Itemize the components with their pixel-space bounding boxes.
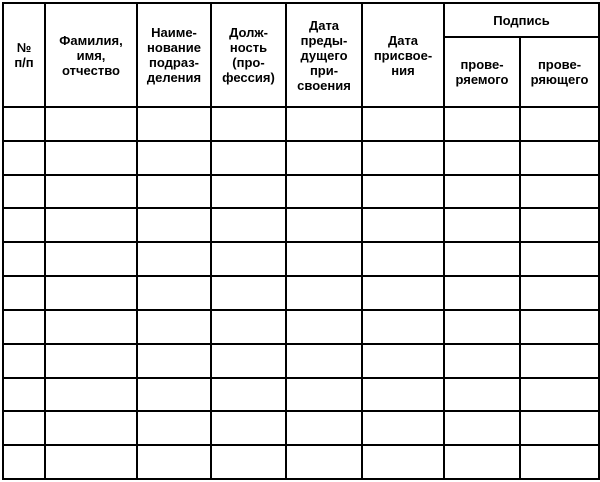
header-full-name-line: Фамилия, bbox=[59, 32, 123, 48]
header-prev-date-line: Дата bbox=[308, 17, 340, 33]
cell-prev-date[interactable] bbox=[286, 411, 362, 445]
cell-number[interactable] bbox=[3, 276, 45, 310]
header-department-line: деления bbox=[146, 70, 202, 85]
cell-sig-checked[interactable] bbox=[444, 175, 520, 209]
cell-department[interactable] bbox=[137, 107, 211, 141]
cell-prev-date[interactable] bbox=[286, 107, 362, 141]
cell-sig-checked[interactable] bbox=[444, 276, 520, 310]
cell-department[interactable] bbox=[137, 344, 211, 378]
cell-assign-date[interactable] bbox=[362, 378, 444, 412]
cell-sig-checking[interactable] bbox=[520, 141, 599, 175]
header-assign-date bbox=[362, 3, 444, 107]
cell-assign-date[interactable] bbox=[362, 208, 444, 242]
header-prev-date bbox=[286, 3, 362, 107]
cell-department[interactable] bbox=[137, 310, 211, 344]
cell-number[interactable] bbox=[3, 411, 45, 445]
cell-number[interactable] bbox=[3, 175, 45, 209]
cell-number[interactable] bbox=[3, 378, 45, 412]
cell-department[interactable] bbox=[137, 141, 211, 175]
cell-position[interactable] bbox=[211, 242, 286, 276]
header-sig-checking-line: ряющего bbox=[530, 72, 589, 87]
table-row bbox=[3, 242, 599, 276]
header-assign-date-line: Дата bbox=[387, 32, 419, 48]
header-position-line: ность bbox=[229, 40, 268, 55]
cell-position[interactable] bbox=[211, 411, 286, 445]
cell-position[interactable] bbox=[211, 141, 286, 175]
cell-position[interactable] bbox=[211, 208, 286, 242]
header-prev-date-line: дущего bbox=[300, 47, 348, 63]
cell-sig-checked[interactable] bbox=[444, 141, 520, 175]
cell-department[interactable] bbox=[137, 242, 211, 276]
cell-sig-checking[interactable] bbox=[520, 344, 599, 378]
cell-full-name[interactable] bbox=[45, 411, 137, 445]
cell-full-name[interactable] bbox=[45, 107, 137, 141]
cell-assign-date[interactable] bbox=[362, 276, 444, 310]
table-row bbox=[3, 378, 599, 412]
header-position-line: (про- bbox=[232, 55, 265, 70]
cell-full-name[interactable] bbox=[45, 445, 137, 479]
cell-prev-date[interactable] bbox=[286, 242, 362, 276]
header-position-line: Долж- bbox=[229, 25, 268, 40]
cell-full-name[interactable] bbox=[45, 310, 137, 344]
table-row bbox=[3, 445, 599, 479]
cell-sig-checked[interactable] bbox=[444, 107, 520, 141]
header-prev-date-line: преды- bbox=[300, 32, 348, 48]
cell-department[interactable] bbox=[137, 276, 211, 310]
header-assign-date-line: ния bbox=[391, 62, 415, 78]
cell-sig-checked[interactable] bbox=[444, 445, 520, 479]
cell-prev-date[interactable] bbox=[286, 175, 362, 209]
table-row bbox=[3, 175, 599, 209]
cell-full-name[interactable] bbox=[45, 378, 137, 412]
cell-sig-checked[interactable] bbox=[444, 411, 520, 445]
cell-sig-checking[interactable] bbox=[520, 242, 599, 276]
cell-sig-checked[interactable] bbox=[444, 378, 520, 412]
cell-department[interactable] bbox=[137, 445, 211, 479]
cell-sig-checking[interactable] bbox=[520, 310, 599, 344]
cell-assign-date[interactable] bbox=[362, 141, 444, 175]
header-sig-checked bbox=[444, 37, 520, 107]
cell-full-name[interactable] bbox=[45, 141, 137, 175]
cell-sig-checked[interactable] bbox=[444, 344, 520, 378]
cell-position[interactable] bbox=[211, 175, 286, 209]
cell-full-name[interactable] bbox=[45, 242, 137, 276]
cell-sig-checked[interactable] bbox=[444, 310, 520, 344]
cell-number[interactable] bbox=[3, 344, 45, 378]
header-signature: Подпись bbox=[444, 3, 599, 37]
header-prev-date-line: при- bbox=[309, 62, 339, 78]
cell-assign-date[interactable] bbox=[362, 344, 444, 378]
cell-sig-checking[interactable] bbox=[520, 411, 599, 445]
header-sig-checked-line: прове- bbox=[460, 57, 504, 72]
cell-prev-date[interactable] bbox=[286, 276, 362, 310]
table-row bbox=[3, 276, 599, 310]
cell-sig-checking[interactable] bbox=[520, 175, 599, 209]
cell-prev-date[interactable] bbox=[286, 445, 362, 479]
cell-assign-date[interactable] bbox=[362, 107, 444, 141]
header-full-name-line: имя, bbox=[76, 47, 106, 63]
cell-sig-checking[interactable] bbox=[520, 208, 599, 242]
cell-assign-date[interactable] bbox=[362, 411, 444, 445]
header-department-line: подраз- bbox=[149, 55, 199, 70]
cell-department[interactable] bbox=[137, 208, 211, 242]
header-full-name-line: отчество bbox=[62, 62, 120, 78]
header-number-line: № bbox=[16, 40, 32, 55]
cell-department[interactable] bbox=[137, 411, 211, 445]
assignment-register-table bbox=[2, 2, 600, 480]
cell-position[interactable] bbox=[211, 310, 286, 344]
cell-prev-date[interactable] bbox=[286, 208, 362, 242]
cell-assign-date[interactable] bbox=[362, 310, 444, 344]
cell-department[interactable] bbox=[137, 378, 211, 412]
table-row bbox=[3, 310, 599, 344]
cell-prev-date[interactable] bbox=[286, 310, 362, 344]
header-assign-date-line: присвое- bbox=[373, 47, 433, 63]
cell-number[interactable] bbox=[3, 141, 45, 175]
header-sig-checking-line: прове- bbox=[537, 57, 582, 72]
cell-department[interactable] bbox=[137, 175, 211, 209]
table-row bbox=[3, 344, 599, 378]
cell-position[interactable] bbox=[211, 378, 286, 412]
cell-assign-date[interactable] bbox=[362, 175, 444, 209]
cell-position[interactable] bbox=[211, 344, 286, 378]
register-body bbox=[3, 107, 599, 479]
cell-position[interactable] bbox=[211, 107, 286, 141]
header-department-line: Наиме- bbox=[151, 25, 197, 40]
table-row bbox=[3, 107, 599, 141]
table-row bbox=[3, 411, 599, 445]
header-position-line: фессия) bbox=[222, 70, 275, 85]
cell-number[interactable] bbox=[3, 242, 45, 276]
cell-sig-checked[interactable] bbox=[444, 208, 520, 242]
cell-number[interactable] bbox=[3, 107, 45, 141]
cell-full-name[interactable] bbox=[45, 344, 137, 378]
header-department bbox=[137, 3, 211, 107]
cell-position[interactable] bbox=[211, 445, 286, 479]
cell-prev-date[interactable] bbox=[286, 378, 362, 412]
cell-sig-checking[interactable] bbox=[520, 378, 599, 412]
cell-number[interactable] bbox=[3, 310, 45, 344]
cell-sig-checked[interactable] bbox=[444, 242, 520, 276]
header-sig-checked-line: ряемого bbox=[455, 72, 509, 87]
cell-assign-date[interactable] bbox=[362, 445, 444, 479]
cell-number[interactable] bbox=[3, 208, 45, 242]
cell-sig-checking[interactable] bbox=[520, 107, 599, 141]
header-prev-date-line: своения bbox=[297, 77, 351, 93]
header-number bbox=[3, 3, 45, 107]
cell-full-name[interactable] bbox=[45, 276, 137, 310]
cell-prev-date[interactable] bbox=[286, 141, 362, 175]
cell-full-name[interactable] bbox=[45, 175, 137, 209]
header-department-line: нование bbox=[147, 40, 201, 55]
cell-assign-date[interactable] bbox=[362, 242, 444, 276]
table-row bbox=[3, 141, 599, 175]
header-sig-checking bbox=[520, 37, 599, 107]
cell-full-name[interactable] bbox=[45, 208, 137, 242]
header-full-name bbox=[45, 3, 137, 107]
cell-prev-date[interactable] bbox=[286, 344, 362, 378]
cell-sig-checking[interactable] bbox=[520, 445, 599, 479]
cell-sig-checking[interactable] bbox=[520, 276, 599, 310]
table-row bbox=[3, 208, 599, 242]
header-number-line: п/п bbox=[14, 55, 34, 70]
cell-number[interactable] bbox=[3, 445, 45, 479]
header-row bbox=[3, 3, 599, 37]
cell-position[interactable] bbox=[211, 276, 286, 310]
header-position bbox=[211, 3, 286, 107]
